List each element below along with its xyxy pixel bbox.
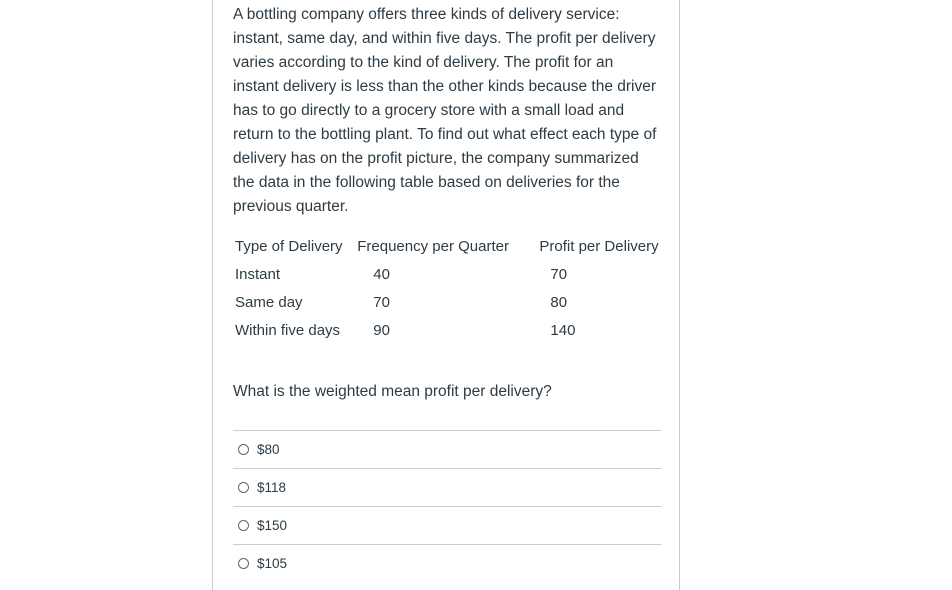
table-row xyxy=(235,316,679,344)
table-header: Profit per Delivery xyxy=(539,237,659,255)
radio-button[interactable] xyxy=(238,444,249,455)
radio-button[interactable] xyxy=(238,520,249,531)
question-prompt: What is the weighted mean profit per delivery? xyxy=(233,383,552,400)
radio-button[interactable] xyxy=(238,482,249,493)
answer-option[interactable] xyxy=(233,506,661,544)
table-header-row xyxy=(235,232,679,260)
table-row xyxy=(235,288,679,316)
answer-option[interactable] xyxy=(233,544,661,582)
answer-label: $150 xyxy=(257,518,288,533)
delivery-table xyxy=(235,232,679,344)
table-cell: Within five days xyxy=(235,321,341,339)
table-cell: 140 xyxy=(550,321,576,339)
table-cell: 90 xyxy=(373,321,390,339)
question-text: A bottling company offers three kinds of delivery service: instant, same day, and within five days. The profit per delivery varies according to the kind of delivery. The profit for an instant delivery is less than the other kinds because the driver has to go directly to a grocery store with a small load and return to the bottling plant. To find out what effect each type of delivery has on the profit picture, the company summarized the data in the following table based on deliveries for the previous quarter. xyxy=(233,6,657,215)
question-panel xyxy=(212,0,680,590)
answer-option[interactable] xyxy=(233,468,661,506)
table-header: Frequency per Quarter xyxy=(357,237,509,255)
radio-button[interactable] xyxy=(238,558,249,569)
answer-list xyxy=(233,430,661,582)
table-cell: Same day xyxy=(235,293,303,311)
table-cell: 70 xyxy=(373,293,390,311)
answer-label: $80 xyxy=(257,442,280,457)
table-cell: Instant xyxy=(235,265,281,283)
table-header: Type of Delivery xyxy=(235,237,343,255)
answer-label: $118 xyxy=(257,480,287,495)
table-cell: 70 xyxy=(550,265,568,283)
table-cell: 80 xyxy=(550,293,568,311)
answer-label: $105 xyxy=(257,556,288,571)
table-cell: 40 xyxy=(373,265,390,283)
table-row xyxy=(235,260,679,288)
answer-option[interactable] xyxy=(233,430,661,468)
